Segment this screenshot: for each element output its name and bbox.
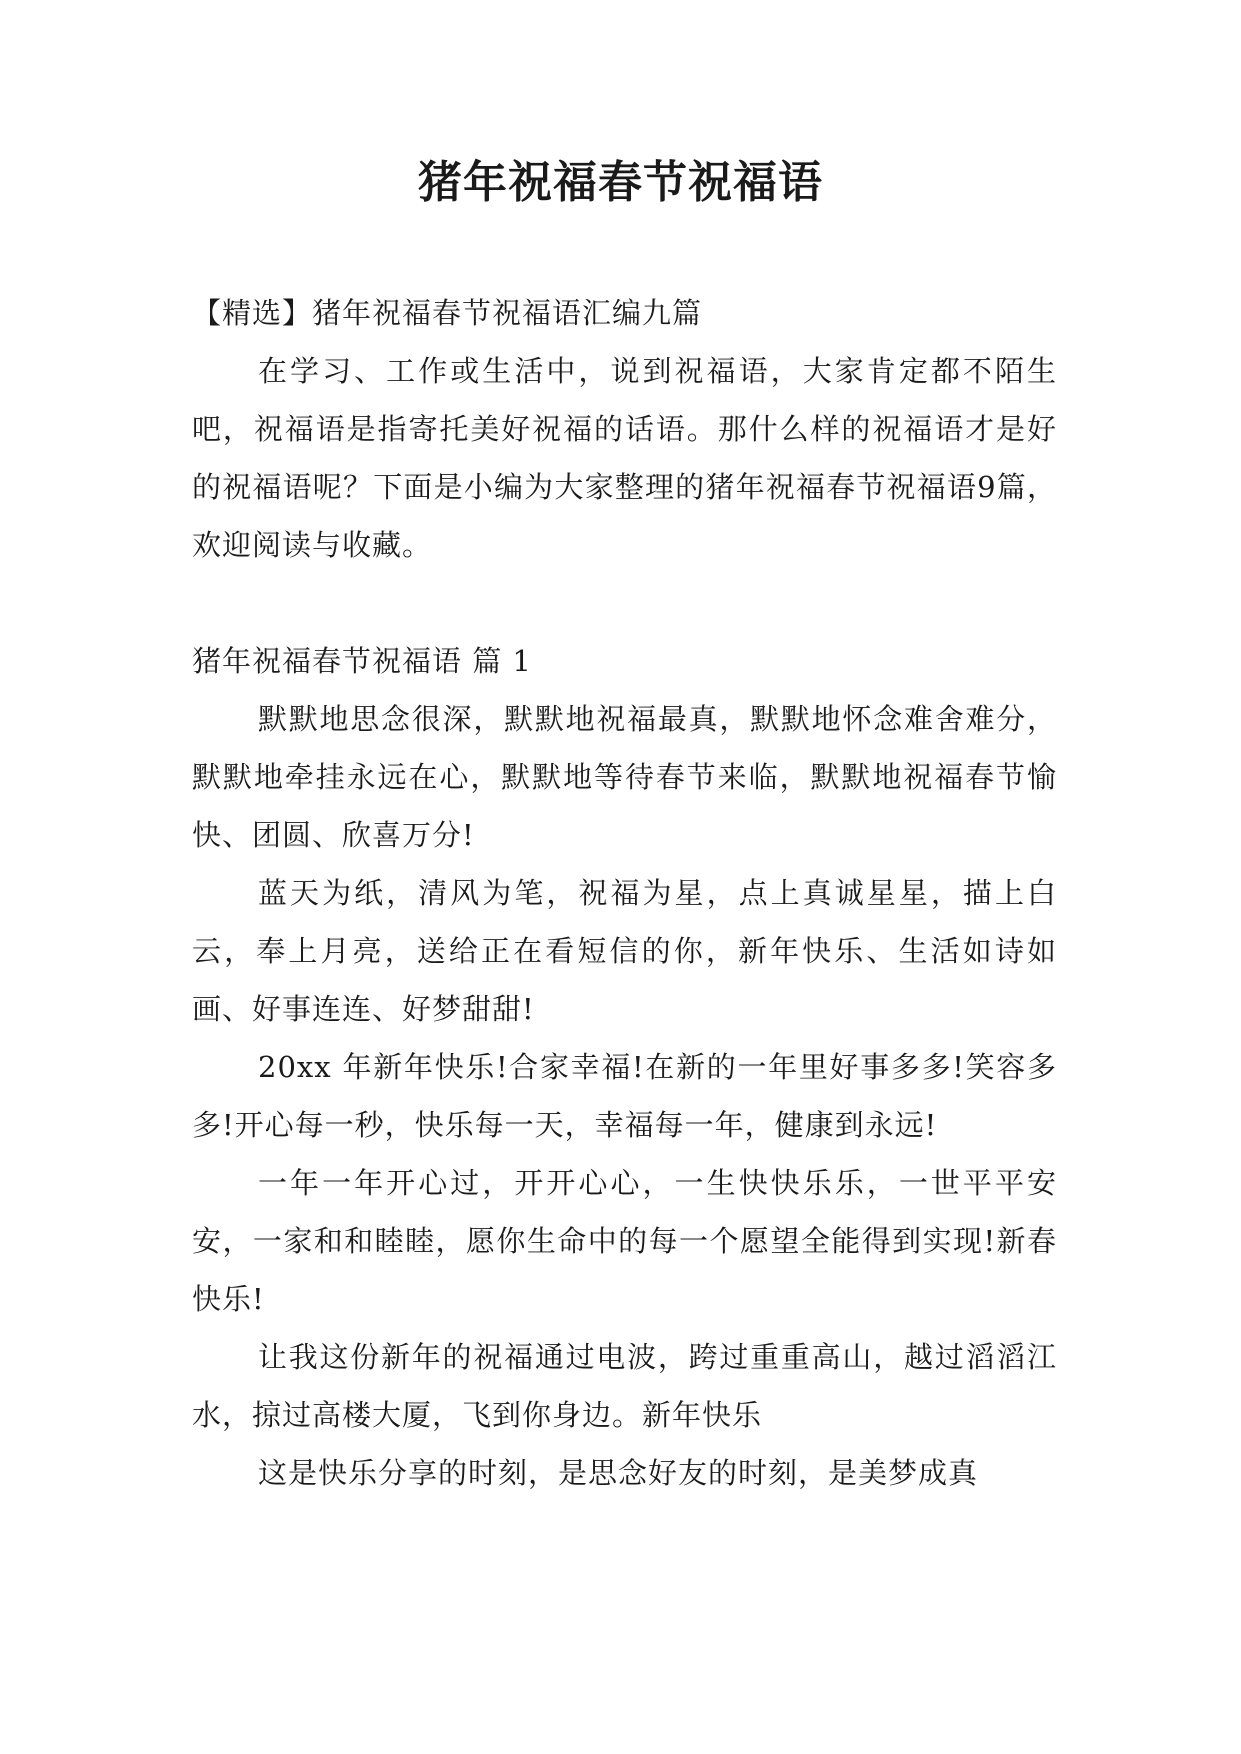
body-paragraph: 默默地思念很深，默默地祝福最真，默默地怀念难舍难分，默默地牵挂永远在心，默默地等待春节来临，默默地祝福春节愉快、团圆、欣喜万分! [192, 702, 1057, 852]
section-heading: 猪年祝福春节祝福语 篇 1 [192, 644, 532, 678]
document-subtitle: 【精选】猪年祝福春节祝福语汇编九篇 [192, 296, 703, 330]
body-paragraph: 这是快乐分享的时刻，是思念好友的时刻，是美梦成真 [258, 1456, 979, 1490]
body-paragraph: 蓝天为纸，清风为笔，祝福为星，点上真诚星星，描上白云，奉上月亮，送给正在看短信的你，新年快乐、生活如诗如画、好事连连、好梦甜甜! [192, 876, 1057, 1026]
body-paragraph: 一年一年开心过，开开心心，一生快快乐乐，一世平平安安，一家和和睦睦，愿你生命中的每一个愿望全能得到实现!新春快乐! [192, 1166, 1057, 1316]
document-body [192, 284, 1057, 1502]
body-paragraph: 20xx 年新年快乐!合家幸福!在新的一年里好事多多!笑容多多!开心每一秒，快乐每一天，幸福每一年，健康到永远! [192, 1050, 1057, 1142]
intro-paragraph: 在学习、工作或生活中，说到祝福语，大家肯定都不陌生吧，祝福语是指寄托美好祝福的话语。那什么样的祝福语才是好的祝福语呢？下面是小编为大家整理的猪年祝福春节祝福语9篇，欢迎阅读与收藏。 [192, 354, 1057, 562]
body-paragraph: 让我这份新年的祝福通过电波，跨过重重高山，越过滔滔江水，掠过高楼大厦，飞到你身边。新年快乐 [192, 1340, 1057, 1432]
document-title: 猪年祝福春节祝福语 [418, 157, 823, 208]
